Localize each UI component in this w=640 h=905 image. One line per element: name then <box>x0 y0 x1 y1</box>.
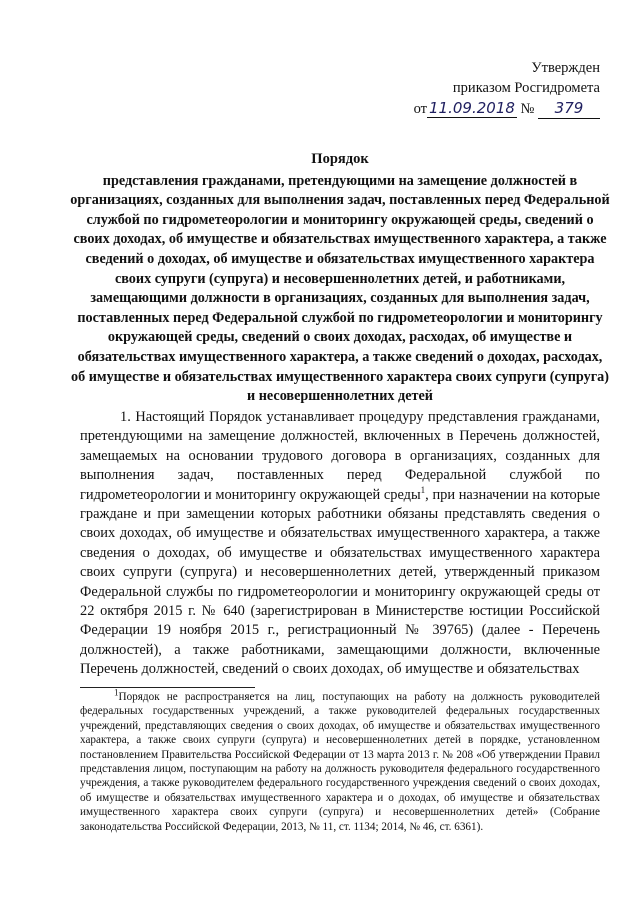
document-title <box>70 150 610 407</box>
handwritten-date: 11.09.2018 <box>429 99 515 117</box>
footnote-reference: 1 <box>420 484 426 495</box>
approval-line-2: приказом Росгидромета <box>452 80 600 96</box>
handwritten-order-number: 379 <box>538 98 600 119</box>
title-text: представления гражданами, претендующими на замещение должностей в организациях, созданных для выполнения задач, поставленных перед Федеральной службой по гидрометеорологии и мониторингу окружающей среды, сведений о своих доходах, об имуществе и обязательствах имущественного характера, а также сведений о доходах, об имуществе и обязательствах имущественного характера своих супруги (супруга) и несовершеннолетних детей, и работниками, замещающими должности в организациях, созданных для выполнения задач, поставленных перед Федеральной службой по гидрометеорологии и мониторингу окружающей среды, сведений о своих доходах, расходах, об имуществе и обязательствах имущественного характера, а также сведений о доходах, расходах, об имуществе и обязательствах имущественного характера своих супруги (супруга) и несовершеннолетних детей <box>70 172 610 405</box>
number-prefix: № <box>520 101 535 117</box>
paragraph-1-part-1: 1. Настоящий Порядок устанавливает процедуру представления гражданами, претендующими на замещение должностей, включенных в Перечень должностей, замещаемых на основании трудового договора в организациях, созданных для выполнения задач, поставленных перед Федеральной службой по гидрометеорологии и мониторингу окружающей среды <box>80 409 600 503</box>
main-body <box>80 408 600 680</box>
footnote-divider <box>80 687 255 688</box>
approval-line-1: Утвержден <box>531 60 600 76</box>
paragraph-1 <box>80 408 600 680</box>
footnote <box>80 687 600 834</box>
date-prefix: от <box>413 101 428 117</box>
footnote-paragraph <box>80 687 600 834</box>
approval-block <box>370 58 600 119</box>
approval-date-line <box>370 98 600 119</box>
paragraph-1-part-2: , при назначении на которые граждане и при замещении которых работники обязаны представлять сведения о своих доходах, об имуществе и обязательствах имущественного характера, а также сведения о доходах, об имуществе и обязательствах имущественного характера своих супруги (супруга) и несовершеннолетних детей, утвержденный приказом Федеральной службы по гидрометеорологии и мониторингу окружающей среды от 22 октября 2015 г. № 640 (зарегистрирован в Министерстве юстиции Российской Федерации 19 ноября 2015 г., регистрационный № 39765) (далее - Перечень должностей), а также работниками, замещающими должности, включенные Перечень должностей, сведений о своих доходах, об имуществе и обязательствах <box>80 486 601 678</box>
footnote-text: Порядок не распространяется на лиц, поступающих на работу на должность руководителей федеральных государственных учреждений, а также руководителей федеральных государственных учреждений, представляющих сведения о своих доходах, об имуществе и обязательствах имущественного характера, а также своих супруги (супруга) и несовершеннолетних детей в порядке, установленном постановлением Правительства Российской Федерации от 13 марта 2013 г. № 208 «Об утверждении Правил представления лицом, поступающим на работу на должность руководителя федерального государственного учреждения, а также руководителем федерального государственного учреждения сведений о своих доходах, об имуществе и обязательствах имущественного характера и о доходах, об имуществе и обязательствах имущественного характера своих супруги (супруга) и несовершеннолетних детей» (Собрание законодательства Российской Федерации, 2013, № 11, ст. 1134; 2014, № 46, ст. 6361). <box>80 691 600 833</box>
footnote-mark: 1 <box>114 687 119 698</box>
title-heading: Порядок <box>311 151 369 167</box>
